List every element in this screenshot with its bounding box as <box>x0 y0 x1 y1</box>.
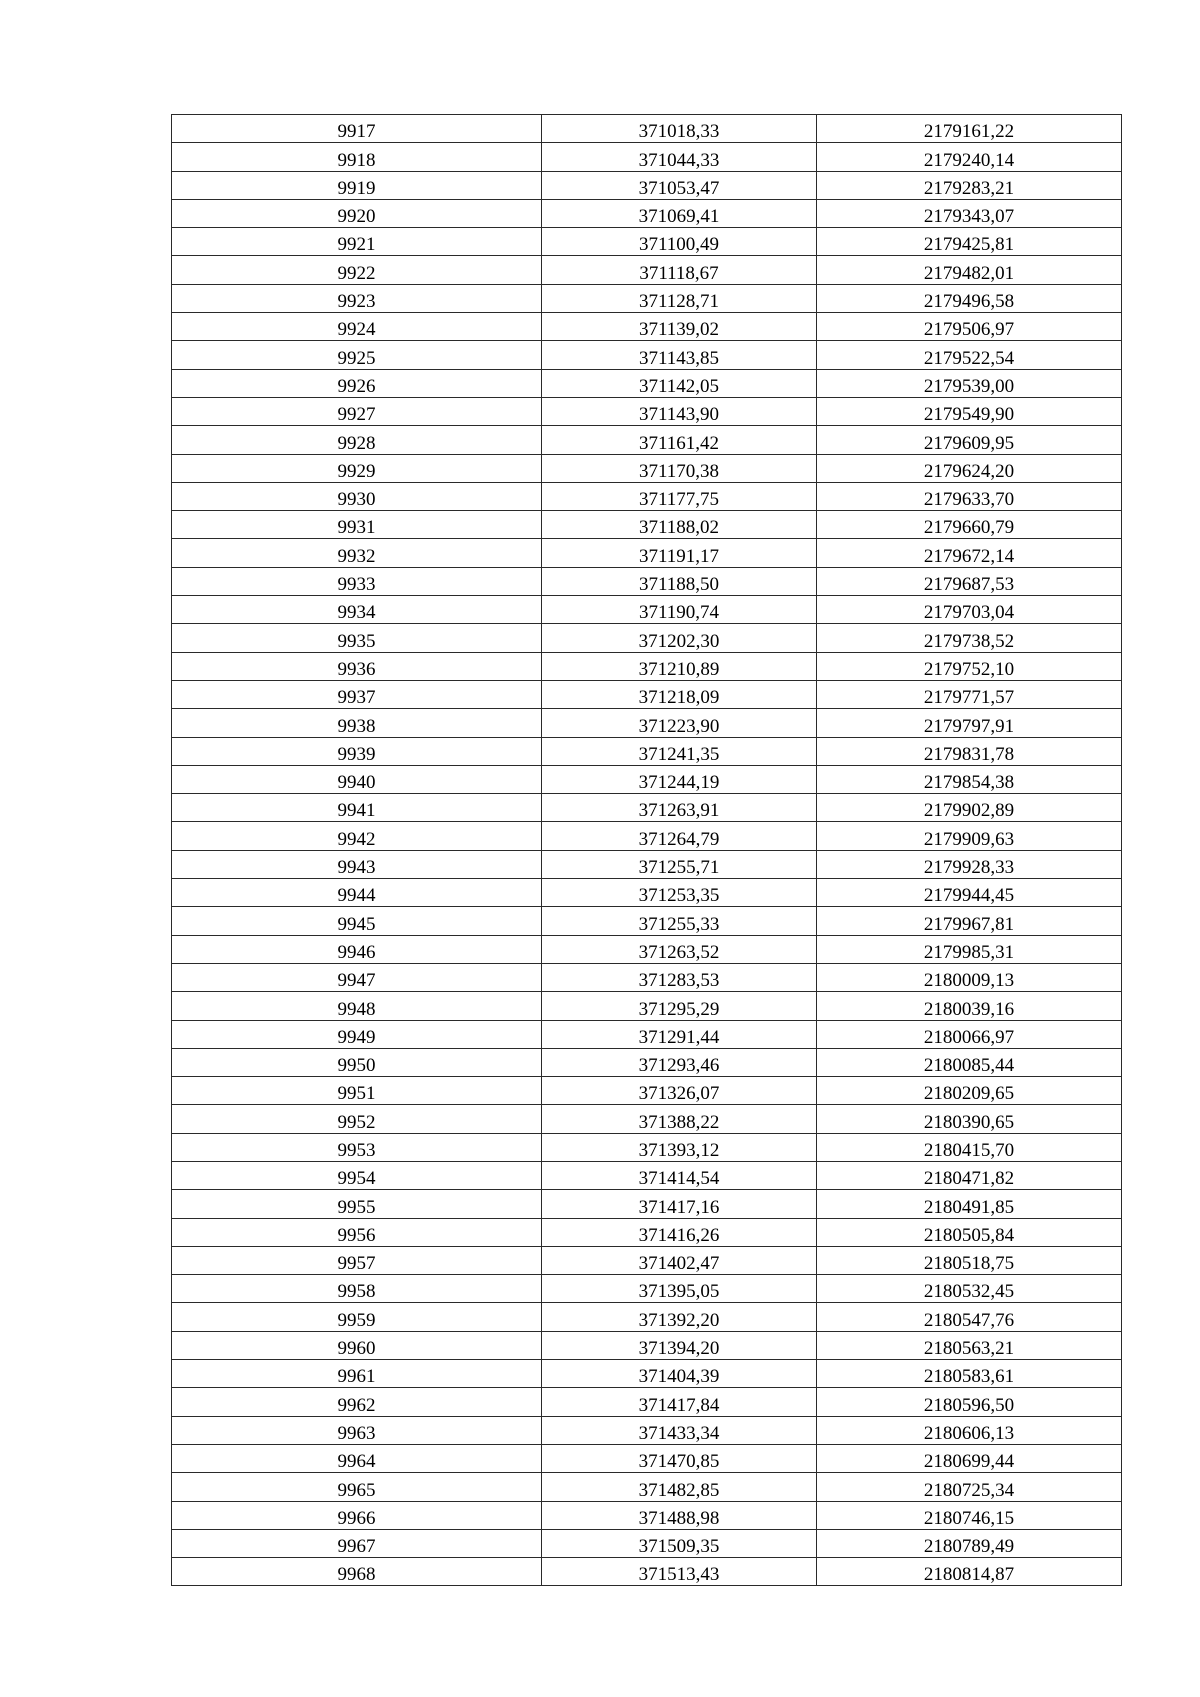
y-coordinate-cell: 2180814,87 <box>817 1558 1122 1586</box>
table-row <box>172 1331 1122 1359</box>
table-row <box>172 1416 1122 1444</box>
point-number-cell: 9938 <box>172 709 542 737</box>
x-coordinate-cell: 371177,75 <box>542 482 817 510</box>
point-number-cell: 9918 <box>172 143 542 171</box>
x-coordinate-cell: 371143,85 <box>542 341 817 369</box>
y-coordinate-cell: 2180471,82 <box>817 1161 1122 1189</box>
table-row <box>172 1105 1122 1133</box>
y-coordinate-cell: 2180725,34 <box>817 1473 1122 1501</box>
x-coordinate-cell: 371295,29 <box>542 992 817 1020</box>
x-coordinate-cell: 371416,26 <box>542 1218 817 1246</box>
point-number-cell: 9920 <box>172 199 542 227</box>
point-number-cell: 9955 <box>172 1190 542 1218</box>
table-row <box>172 539 1122 567</box>
point-number-cell: 9930 <box>172 482 542 510</box>
x-coordinate-cell: 371402,47 <box>542 1246 817 1274</box>
point-number-cell: 9965 <box>172 1473 542 1501</box>
y-coordinate-cell: 2179539,00 <box>817 369 1122 397</box>
x-coordinate-cell: 371392,20 <box>542 1303 817 1331</box>
x-coordinate-cell: 371395,05 <box>542 1275 817 1303</box>
table-row <box>172 765 1122 793</box>
table-row <box>172 284 1122 312</box>
table-row <box>172 1161 1122 1189</box>
x-coordinate-cell: 371263,52 <box>542 935 817 963</box>
x-coordinate-cell: 371218,09 <box>542 680 817 708</box>
table-row <box>172 1529 1122 1557</box>
table-row <box>172 1473 1122 1501</box>
y-coordinate-cell: 2179161,22 <box>817 115 1122 143</box>
coordinates-table <box>171 114 1122 1586</box>
x-coordinate-cell: 371143,90 <box>542 397 817 425</box>
point-number-cell: 9936 <box>172 652 542 680</box>
y-coordinate-cell: 2180699,44 <box>817 1444 1122 1472</box>
table-row <box>172 680 1122 708</box>
x-coordinate-cell: 371470,85 <box>542 1444 817 1472</box>
table-row <box>172 313 1122 341</box>
point-number-cell: 9954 <box>172 1161 542 1189</box>
point-number-cell: 9933 <box>172 567 542 595</box>
point-number-cell: 9923 <box>172 284 542 312</box>
table-row <box>172 1303 1122 1331</box>
table-row <box>172 935 1122 963</box>
table-row <box>172 652 1122 680</box>
table-row <box>172 171 1122 199</box>
point-number-cell: 9943 <box>172 850 542 878</box>
y-coordinate-cell: 2179506,97 <box>817 313 1122 341</box>
coordinates-table-body <box>172 115 1122 1586</box>
point-number-cell: 9919 <box>172 171 542 199</box>
x-coordinate-cell: 371223,90 <box>542 709 817 737</box>
y-coordinate-cell: 2180505,84 <box>817 1218 1122 1246</box>
point-number-cell: 9959 <box>172 1303 542 1331</box>
table-row <box>172 1360 1122 1388</box>
x-coordinate-cell: 371139,02 <box>542 313 817 341</box>
table-row <box>172 1077 1122 1105</box>
x-coordinate-cell: 371293,46 <box>542 1048 817 1076</box>
point-number-cell: 9937 <box>172 680 542 708</box>
point-number-cell: 9951 <box>172 1077 542 1105</box>
y-coordinate-cell: 2180583,61 <box>817 1360 1122 1388</box>
y-coordinate-cell: 2179343,07 <box>817 199 1122 227</box>
x-coordinate-cell: 371170,38 <box>542 454 817 482</box>
y-coordinate-cell: 2179831,78 <box>817 737 1122 765</box>
table-row <box>172 454 1122 482</box>
x-coordinate-cell: 371263,91 <box>542 794 817 822</box>
table-row <box>172 1558 1122 1586</box>
y-coordinate-cell: 2179738,52 <box>817 624 1122 652</box>
x-coordinate-cell: 371241,35 <box>542 737 817 765</box>
table-row <box>172 228 1122 256</box>
y-coordinate-cell: 2180606,13 <box>817 1416 1122 1444</box>
x-coordinate-cell: 371488,98 <box>542 1501 817 1529</box>
table-row <box>172 963 1122 991</box>
x-coordinate-cell: 371188,50 <box>542 567 817 595</box>
point-number-cell: 9944 <box>172 879 542 907</box>
point-number-cell: 9958 <box>172 1275 542 1303</box>
y-coordinate-cell: 2179609,95 <box>817 426 1122 454</box>
point-number-cell: 9948 <box>172 992 542 1020</box>
y-coordinate-cell: 2180789,49 <box>817 1529 1122 1557</box>
point-number-cell: 9945 <box>172 907 542 935</box>
y-coordinate-cell: 2180390,65 <box>817 1105 1122 1133</box>
y-coordinate-cell: 2180039,16 <box>817 992 1122 1020</box>
y-coordinate-cell: 2180415,70 <box>817 1133 1122 1161</box>
x-coordinate-cell: 371069,41 <box>542 199 817 227</box>
table-row <box>172 992 1122 1020</box>
point-number-cell: 9960 <box>172 1331 542 1359</box>
x-coordinate-cell: 371417,84 <box>542 1388 817 1416</box>
table-row <box>172 1048 1122 1076</box>
point-number-cell: 9928 <box>172 426 542 454</box>
y-coordinate-cell: 2179624,20 <box>817 454 1122 482</box>
point-number-cell: 9939 <box>172 737 542 765</box>
table-row <box>172 256 1122 284</box>
y-coordinate-cell: 2179752,10 <box>817 652 1122 680</box>
point-number-cell: 9947 <box>172 963 542 991</box>
y-coordinate-cell: 2179985,31 <box>817 935 1122 963</box>
table-row <box>172 511 1122 539</box>
y-coordinate-cell: 2179902,89 <box>817 794 1122 822</box>
table-row <box>172 879 1122 907</box>
y-coordinate-cell: 2180085,44 <box>817 1048 1122 1076</box>
table-row <box>172 794 1122 822</box>
point-number-cell: 9964 <box>172 1444 542 1472</box>
x-coordinate-cell: 371202,30 <box>542 624 817 652</box>
point-number-cell: 9925 <box>172 341 542 369</box>
table-row <box>172 143 1122 171</box>
x-coordinate-cell: 371393,12 <box>542 1133 817 1161</box>
table-row <box>172 567 1122 595</box>
table-row <box>172 1501 1122 1529</box>
x-coordinate-cell: 371210,89 <box>542 652 817 680</box>
point-number-cell: 9929 <box>172 454 542 482</box>
x-coordinate-cell: 371433,34 <box>542 1416 817 1444</box>
y-coordinate-cell: 2180532,45 <box>817 1275 1122 1303</box>
point-number-cell: 9961 <box>172 1360 542 1388</box>
y-coordinate-cell: 2180518,75 <box>817 1246 1122 1274</box>
table-row <box>172 1020 1122 1048</box>
point-number-cell: 9924 <box>172 313 542 341</box>
point-number-cell: 9941 <box>172 794 542 822</box>
x-coordinate-cell: 371253,35 <box>542 879 817 907</box>
x-coordinate-cell: 371326,07 <box>542 1077 817 1105</box>
table-row <box>172 1218 1122 1246</box>
y-coordinate-cell: 2179549,90 <box>817 397 1122 425</box>
y-coordinate-cell: 2179672,14 <box>817 539 1122 567</box>
y-coordinate-cell: 2179854,38 <box>817 765 1122 793</box>
x-coordinate-cell: 371244,19 <box>542 765 817 793</box>
x-coordinate-cell: 371190,74 <box>542 596 817 624</box>
point-number-cell: 9953 <box>172 1133 542 1161</box>
x-coordinate-cell: 371128,71 <box>542 284 817 312</box>
x-coordinate-cell: 371255,71 <box>542 850 817 878</box>
x-coordinate-cell: 371161,42 <box>542 426 817 454</box>
table-row <box>172 426 1122 454</box>
x-coordinate-cell: 371044,33 <box>542 143 817 171</box>
x-coordinate-cell: 371291,44 <box>542 1020 817 1048</box>
y-coordinate-cell: 2180209,65 <box>817 1077 1122 1105</box>
table-row <box>172 1133 1122 1161</box>
table-row <box>172 1275 1122 1303</box>
point-number-cell: 9926 <box>172 369 542 397</box>
y-coordinate-cell: 2179633,70 <box>817 482 1122 510</box>
y-coordinate-cell: 2179496,58 <box>817 284 1122 312</box>
point-number-cell: 9946 <box>172 935 542 963</box>
y-coordinate-cell: 2180491,85 <box>817 1190 1122 1218</box>
point-number-cell: 9952 <box>172 1105 542 1133</box>
table-row <box>172 1388 1122 1416</box>
x-coordinate-cell: 371100,49 <box>542 228 817 256</box>
y-coordinate-cell: 2179660,79 <box>817 511 1122 539</box>
y-coordinate-cell: 2180596,50 <box>817 1388 1122 1416</box>
y-coordinate-cell: 2179240,14 <box>817 143 1122 171</box>
x-coordinate-cell: 371118,67 <box>542 256 817 284</box>
y-coordinate-cell: 2179687,53 <box>817 567 1122 595</box>
table-row <box>172 115 1122 143</box>
x-coordinate-cell: 371482,85 <box>542 1473 817 1501</box>
y-coordinate-cell: 2179425,81 <box>817 228 1122 256</box>
y-coordinate-cell: 2179771,57 <box>817 680 1122 708</box>
y-coordinate-cell: 2180009,13 <box>817 963 1122 991</box>
y-coordinate-cell: 2180547,76 <box>817 1303 1122 1331</box>
point-number-cell: 9967 <box>172 1529 542 1557</box>
table-row <box>172 907 1122 935</box>
x-coordinate-cell: 371283,53 <box>542 963 817 991</box>
point-number-cell: 9921 <box>172 228 542 256</box>
y-coordinate-cell: 2179967,81 <box>817 907 1122 935</box>
y-coordinate-cell: 2180563,21 <box>817 1331 1122 1359</box>
point-number-cell: 9968 <box>172 1558 542 1586</box>
point-number-cell: 9932 <box>172 539 542 567</box>
point-number-cell: 9962 <box>172 1388 542 1416</box>
point-number-cell: 9966 <box>172 1501 542 1529</box>
x-coordinate-cell: 371191,17 <box>542 539 817 567</box>
point-number-cell: 9950 <box>172 1048 542 1076</box>
x-coordinate-cell: 371264,79 <box>542 822 817 850</box>
table-row <box>172 624 1122 652</box>
y-coordinate-cell: 2179522,54 <box>817 341 1122 369</box>
point-number-cell: 9922 <box>172 256 542 284</box>
y-coordinate-cell: 2179944,45 <box>817 879 1122 907</box>
point-number-cell: 9940 <box>172 765 542 793</box>
point-number-cell: 9927 <box>172 397 542 425</box>
x-coordinate-cell: 371255,33 <box>542 907 817 935</box>
table-row <box>172 1190 1122 1218</box>
point-number-cell: 9935 <box>172 624 542 652</box>
point-number-cell: 9931 <box>172 511 542 539</box>
x-coordinate-cell: 371414,54 <box>542 1161 817 1189</box>
point-number-cell: 9942 <box>172 822 542 850</box>
table-row <box>172 709 1122 737</box>
x-coordinate-cell: 371018,33 <box>542 115 817 143</box>
table-row <box>172 369 1122 397</box>
point-number-cell: 9963 <box>172 1416 542 1444</box>
x-coordinate-cell: 371404,39 <box>542 1360 817 1388</box>
x-coordinate-cell: 371509,35 <box>542 1529 817 1557</box>
point-number-cell: 9956 <box>172 1218 542 1246</box>
table-row <box>172 341 1122 369</box>
y-coordinate-cell: 2179283,21 <box>817 171 1122 199</box>
y-coordinate-cell: 2179703,04 <box>817 596 1122 624</box>
table-row <box>172 596 1122 624</box>
y-coordinate-cell: 2179482,01 <box>817 256 1122 284</box>
y-coordinate-cell: 2179928,33 <box>817 850 1122 878</box>
table-row <box>172 199 1122 227</box>
table-row <box>172 482 1122 510</box>
table-row <box>172 850 1122 878</box>
table-row <box>172 822 1122 850</box>
table-row <box>172 737 1122 765</box>
point-number-cell: 9957 <box>172 1246 542 1274</box>
x-coordinate-cell: 371394,20 <box>542 1331 817 1359</box>
point-number-cell: 9949 <box>172 1020 542 1048</box>
x-coordinate-cell: 371513,43 <box>542 1558 817 1586</box>
x-coordinate-cell: 371388,22 <box>542 1105 817 1133</box>
point-number-cell: 9917 <box>172 115 542 143</box>
y-coordinate-cell: 2180746,15 <box>817 1501 1122 1529</box>
x-coordinate-cell: 371188,02 <box>542 511 817 539</box>
y-coordinate-cell: 2179909,63 <box>817 822 1122 850</box>
table-row <box>172 397 1122 425</box>
x-coordinate-cell: 371142,05 <box>542 369 817 397</box>
y-coordinate-cell: 2179797,91 <box>817 709 1122 737</box>
point-number-cell: 9934 <box>172 596 542 624</box>
table-row <box>172 1246 1122 1274</box>
x-coordinate-cell: 371053,47 <box>542 171 817 199</box>
table-row <box>172 1444 1122 1472</box>
x-coordinate-cell: 371417,16 <box>542 1190 817 1218</box>
y-coordinate-cell: 2180066,97 <box>817 1020 1122 1048</box>
